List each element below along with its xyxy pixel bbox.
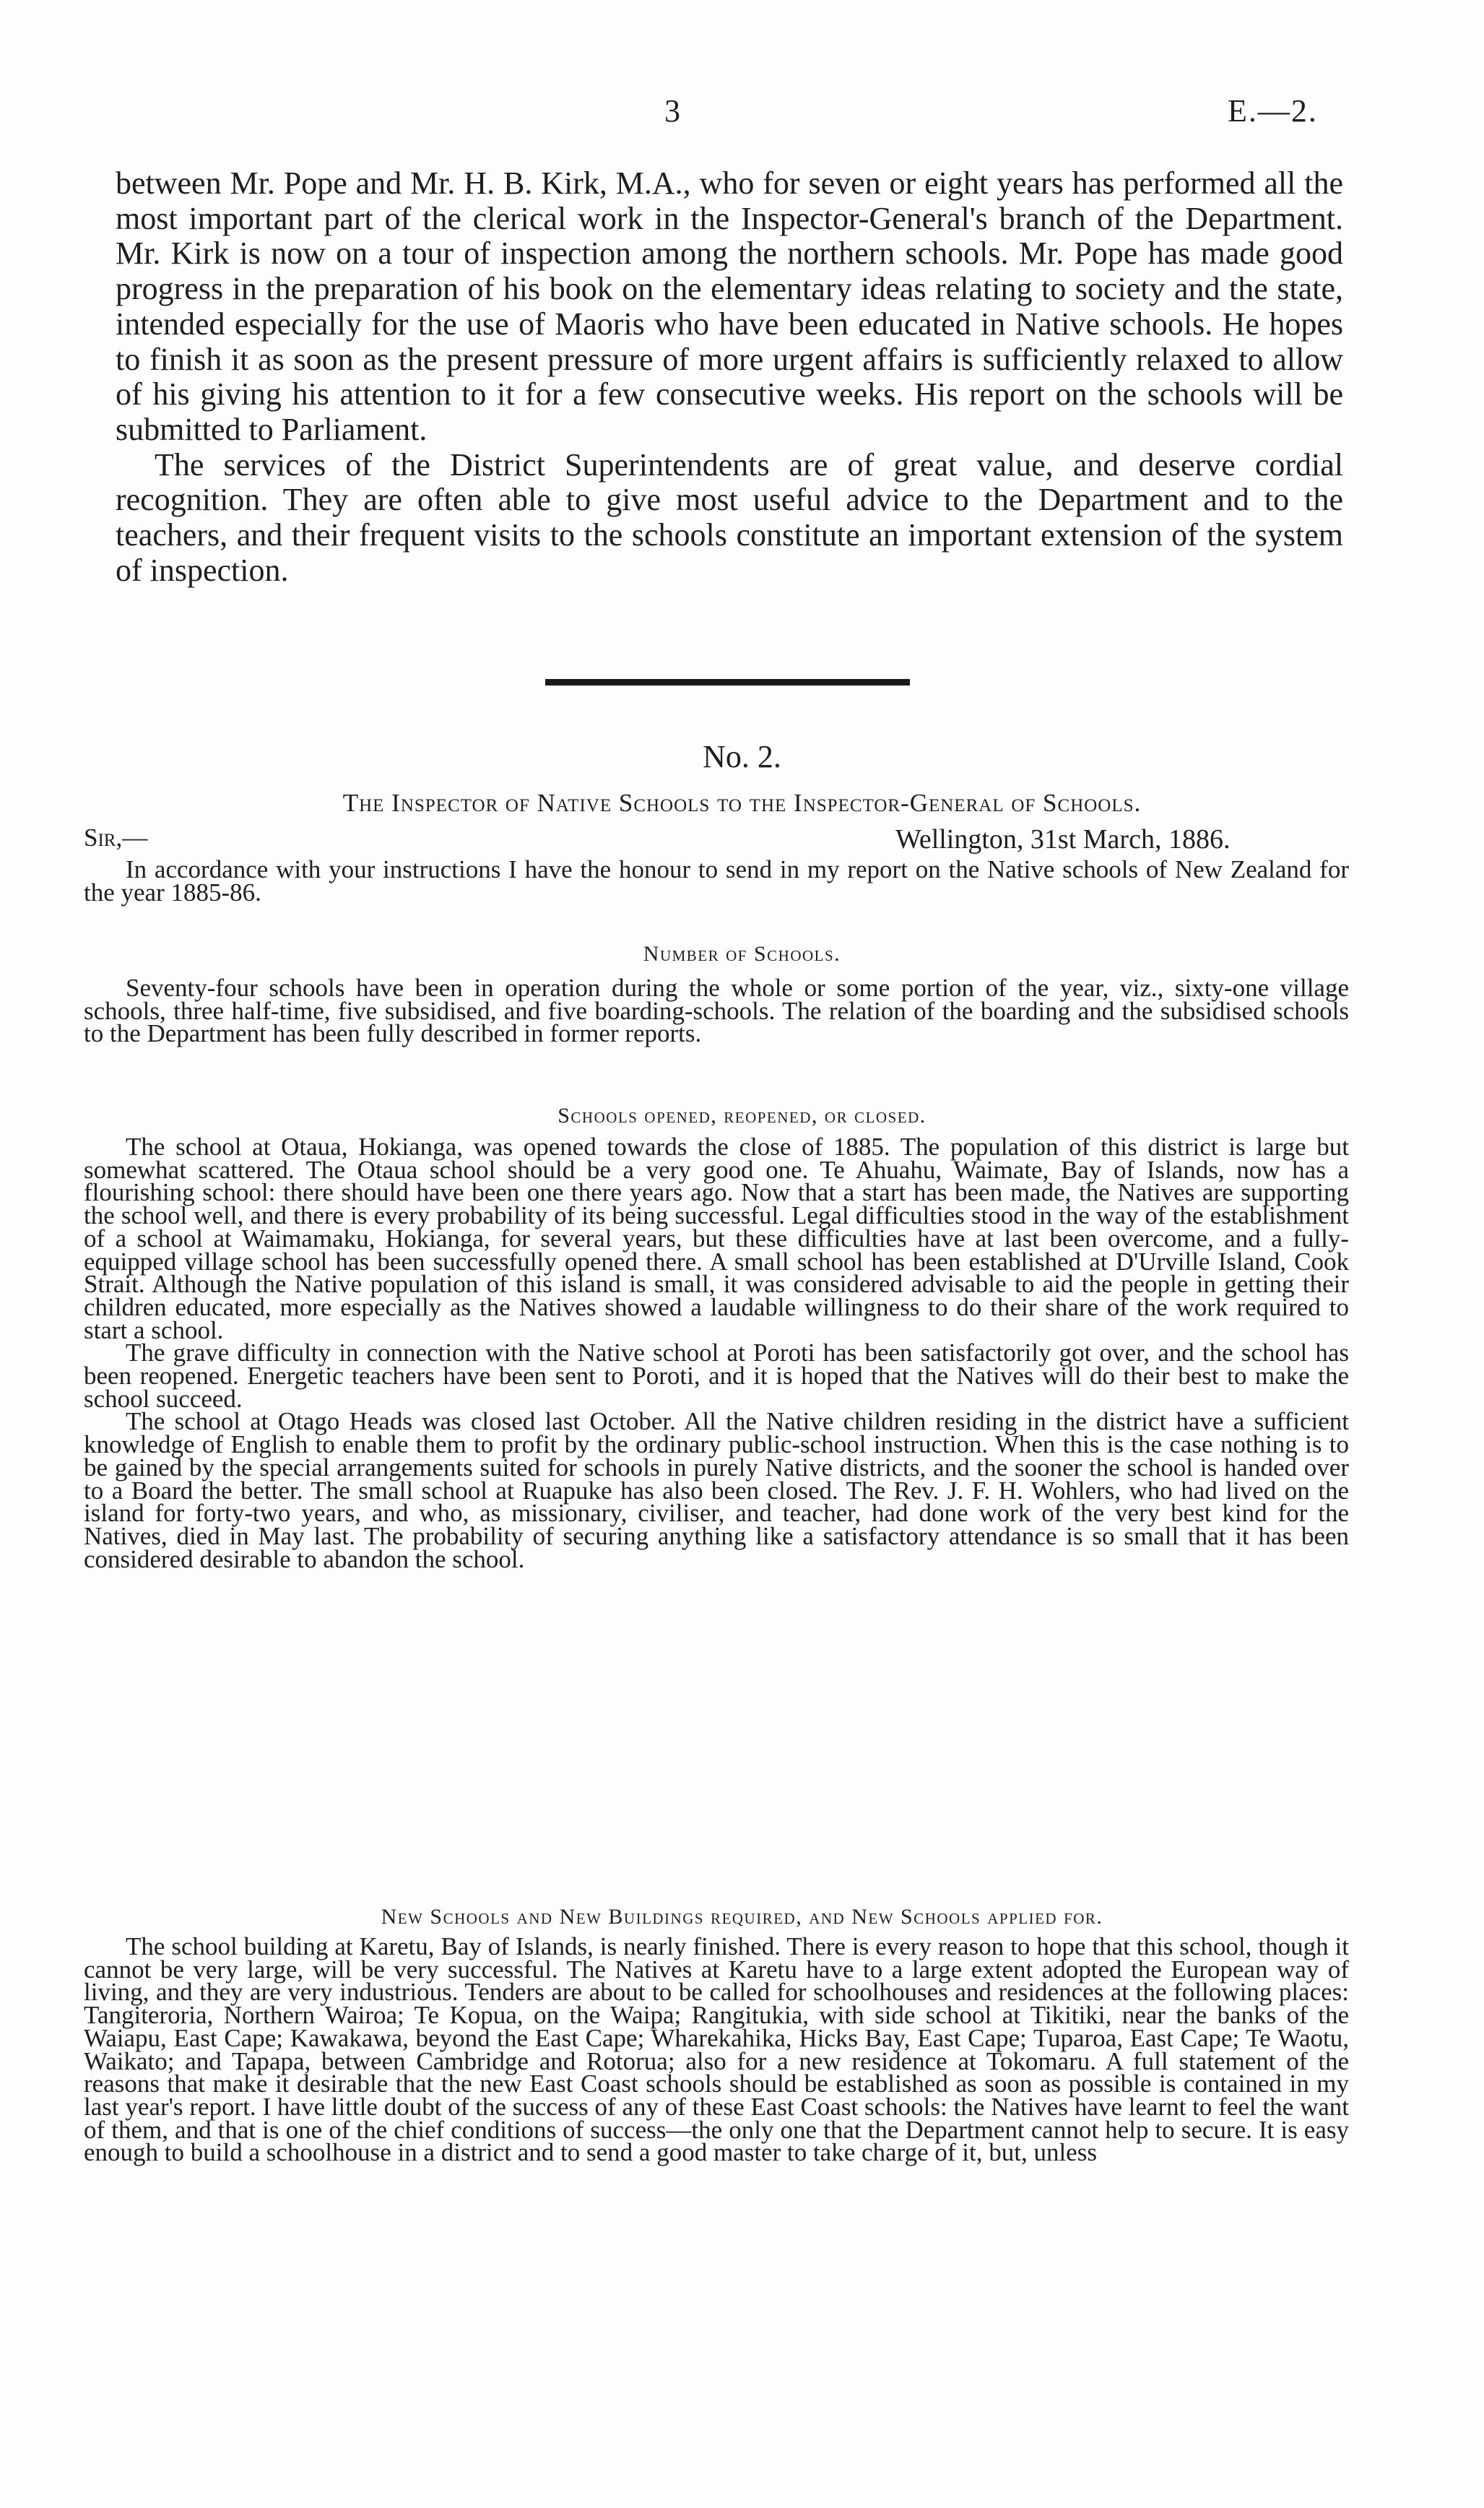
dateline: Wellington, 31st March, 1886. bbox=[895, 824, 1231, 855]
body-paragraph: The school at Otaua, Hokianga, was opened towards the close of 1885. The population of this district is large but somewhat scattered. The Otaua school should be a very good one. Te Ahuahu, Waimate, Bay of Islands, now has a flourishing school: there should have been one there years ago. Now that a start has been made, the Natives are supporting the school well, and there is every probability of its being successful. Legal difficulties stood in the way of the establishment of a school at Waimamaku, Hokianga, for several years, but these difficulties have at last been overcome, and a fully-equipped village school has been successfully opened there. A small school has been established at D'Urville Island, Cook Strait. Although the Native population of this island is small, it was considered advisable to aid the people in getting their children educated, more especially as the Natives showed a laudable willingness to do their share of the work required to start a school. bbox=[84, 1133, 1349, 1344]
salutation: Sir,— bbox=[84, 823, 148, 852]
page-header bbox=[0, 92, 1484, 136]
body-paragraph: The school building at Karetu, Bay of Islands, is nearly finished. There is every reason to hope that this school, though it cannot be very large, will be very successful. The Natives at Karetu have to a large extent adopted the European way of living, and they are very industrious. Tenders are about to be called for schoolhouses and residences at the following places: Tangiteroria, Northern Wairoa; Te Kopua, on the Waipa; Rangitukia, with side school at Tikitiki, near the banks of the Waiapu, East Cape; Kawakawa, beyond the East Cape; Wharekahika, Hicks Bay, East Cape; Tuparoa, East Cape; Te Waotu, Waikato; and Tapapa, between Cambridge and Rotorua; also for a new residence at Tokomaru. A full statement of the reasons that make it desirable that the new East Coast schools should be established as soon as possible is contained in my last year's report. I have little doubt of the success of any of these East Coast schools: the Natives have learnt to feel the want of them, and that is one of the chief conditions of success—the only one that the Department cannot help to secure. It is easy enough to build a schoolhouse in a district and to send a good master to take charge of it, but, unless bbox=[84, 1932, 1349, 2167]
section-new-schools bbox=[84, 1932, 1349, 2167]
section-heading-schools-opened: Schools opened, reopened, or closed. bbox=[557, 1104, 927, 1128]
body-paragraph: Seventy-four schools have been in operation during the whole or some portion of the year, viz., sixty-one village schools, three half-time, five subsidised, and five boarding-schools. The relation of the boarding and the subsidised schools to the Department has been fully described in former reports. bbox=[84, 974, 1349, 1048]
intro-paragraph: In accordance with your instructions I have the honour to send in my report on the Native schools of New Zealand for the year 1885-86. bbox=[84, 855, 1349, 907]
body-paragraph: The grave difficulty in connection with the Native school at Poroti has been satisfactorily got over, and the school has been reopened. Energetic teachers have been sent to Poroti, and it is hoped that the Natives will do their best to make the school succeed. bbox=[84, 1339, 1349, 1413]
section-heading-new-schools: New Schools and New Buildings required, and New Schools applied for. bbox=[381, 1905, 1103, 1929]
letter-intro bbox=[84, 855, 1349, 907]
paper-reference: E.—2. bbox=[1228, 93, 1318, 129]
body-paragraph: The school at Otago Heads was closed last October. All the Native children residing in the district have a sufficient knowledge of English to enable them to profit by the ordinary public-school instruction. When this is the case nothing is to be gained by the special arrangements suited for schools in purely Native districts, and the sooner the school is handed over to a Board the better. The small school at Ruapuke has also been closed. The Rev. J. F. H. Wohlers, who had lived on the island for forty-two years, and who, as missionary, civiliser, and teacher, had done work of the very best kind for the Natives, died in May last. The probability of securing anything like a satisfactory attendance is so small that it has been considered desirable to abandon the school. bbox=[84, 1407, 1349, 1573]
continuation-paragraph: The services of the District Superintendents are of great value, and deserve cordial recognition. They are often able to give most useful advice to the Department and to the teachers, and their frequent visits to the schools constitute an important extension of the system of inspection. bbox=[116, 446, 1343, 588]
section-heading-number-of-schools: Number of Schools. bbox=[643, 942, 841, 966]
letter-number: No. 2. bbox=[703, 739, 781, 774]
continuation-paragraph: between Mr. Pope and Mr. H. B. Kirk, M.A., who for seven or eight years has performed all the most important part of the clerical work in the Inspector-General's branch of the Department. Mr. Kirk is now on a tour of inspection among the northern schools. Mr. Pope has made good progress in the preparation of his book on the elementary ideas relating to society and the state, intended especially for the use of Maoris who have been educated in Native schools. He hopes to finish it as soon as the present pressure of more urgent affairs is sufficiently relaxed to allow of his giving his attention to it for a few consecutive weeks. His report on the schools will be submitted to Parliament. bbox=[116, 165, 1343, 447]
section-divider bbox=[545, 679, 910, 686]
section-schools-opened bbox=[84, 1133, 1349, 1573]
salutation-row bbox=[84, 823, 1340, 857]
letter-title: The Inspector of Native Schools to the Inspector-General of Schools. bbox=[342, 789, 1142, 817]
page-number: 3 bbox=[664, 93, 680, 129]
section-number-of-schools bbox=[84, 974, 1349, 1048]
continuation-text bbox=[116, 166, 1343, 588]
